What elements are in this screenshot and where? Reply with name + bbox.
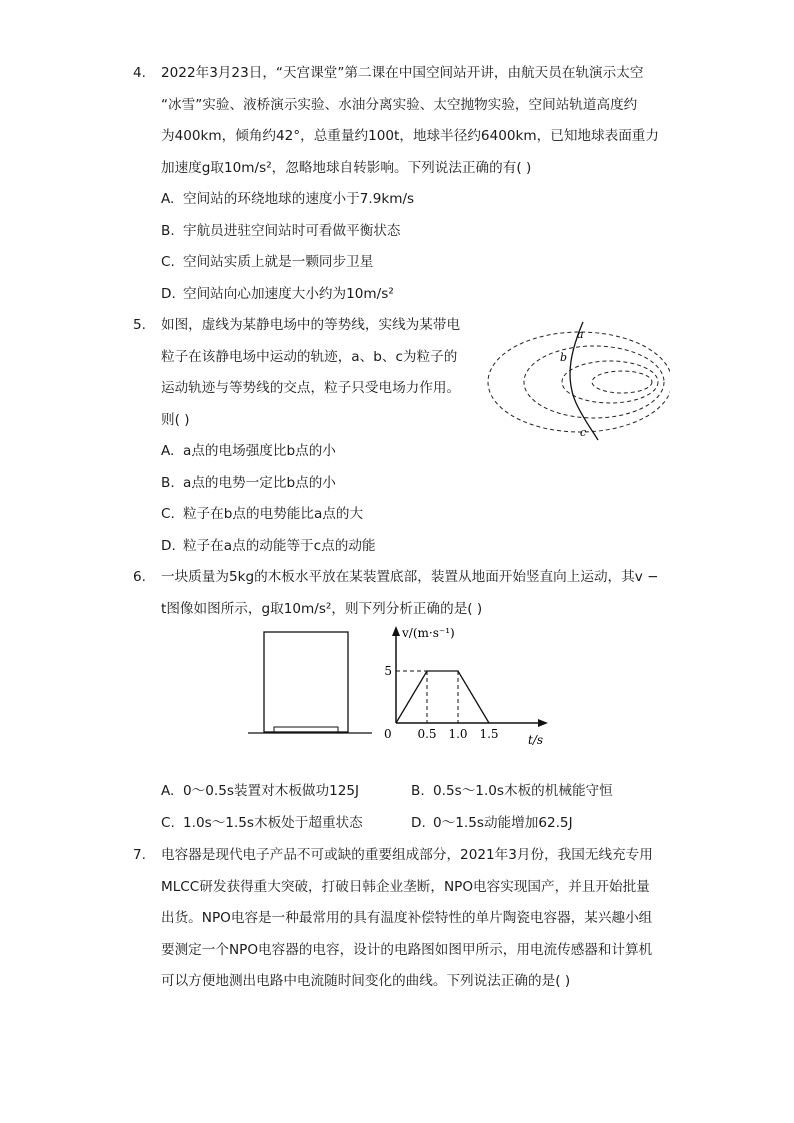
option-label: C. bbox=[161, 506, 175, 522]
option-text: 0～0.5s装置对木板做功125J bbox=[183, 783, 360, 799]
option-c[interactable] bbox=[161, 499, 493, 531]
question-stem-line: t图像如图所示，g取10m/s²，则下列分析正确的是( ) bbox=[161, 600, 483, 617]
option-label: A. bbox=[161, 191, 175, 207]
option-b[interactable] bbox=[161, 216, 663, 248]
equipotential-line-4 bbox=[592, 371, 652, 393]
option-d[interactable] bbox=[161, 279, 663, 311]
y-tick-label: 5 bbox=[384, 664, 392, 678]
option-label: D. bbox=[161, 537, 176, 554]
option-text: 宇航员进驻空间站时可看做平衡状态 bbox=[183, 222, 401, 239]
option-text: 粒子在a点的动能等于c点的动能 bbox=[183, 537, 376, 554]
question-6-options bbox=[133, 776, 663, 839]
wooden-board bbox=[274, 727, 338, 732]
option-a[interactable] bbox=[161, 184, 663, 216]
equipotential-line-2 bbox=[524, 346, 664, 418]
option-label: B. bbox=[161, 474, 175, 491]
option-text: 粒子在b点的电势能比a点的大 bbox=[183, 506, 364, 522]
question-6 bbox=[133, 562, 663, 625]
question-stem-line: 加速度g取10m/s²，忽略地球自转影响。下列说法正确的有( ) bbox=[161, 159, 532, 176]
y-axis-label: v/(m·s⁻¹) bbox=[402, 626, 455, 640]
equipotential-line-3 bbox=[562, 361, 658, 403]
question-number: 7. bbox=[133, 847, 146, 863]
option-label: C. bbox=[161, 254, 175, 270]
option-a[interactable] bbox=[161, 776, 411, 808]
option-label: D. bbox=[411, 814, 426, 831]
option-label: D. bbox=[161, 285, 176, 302]
question-stem-line: 运动轨迹与等势线的交点，粒子只受电场力作用。 bbox=[161, 380, 461, 396]
option-label: A. bbox=[161, 443, 175, 459]
option-text: 空间站的环绕地球的速度小于7.9km/s bbox=[183, 191, 415, 207]
x-axis-arrow bbox=[538, 719, 548, 727]
question-stem-line: “冰雪”实验、液桥演示实验、水油分离实验、太空抛物实验，空间站轨道高度约 bbox=[161, 96, 638, 113]
question-stem-line: 2022年3月23日，“天宫课堂”第二课在中国空间站开讲，由航天员在轨演示太空 bbox=[161, 65, 644, 81]
option-b[interactable] bbox=[411, 776, 661, 808]
vt-graph bbox=[378, 622, 558, 750]
option-text: 0.5s～1.0s木板的机械能守恒 bbox=[433, 783, 613, 799]
option-text: 空间站实质上就是一颗同步卫星 bbox=[183, 254, 374, 270]
question-7 bbox=[133, 840, 663, 998]
question-number: 6. bbox=[133, 569, 146, 585]
option-d[interactable] bbox=[411, 808, 661, 840]
question-stem-line: 可以方便地测出电路中电流随时间变化的曲线。下列说法正确的是( ) bbox=[161, 973, 571, 989]
apparatus-box bbox=[264, 632, 348, 732]
series-line bbox=[396, 671, 489, 723]
apparatus-figure bbox=[246, 630, 376, 740]
option-label: A. bbox=[161, 783, 175, 799]
option-text: 0～1.5s动能增加62.5J bbox=[433, 814, 573, 831]
x-tick-label: 1.0 bbox=[448, 727, 468, 741]
option-label: B. bbox=[411, 783, 425, 799]
point-label-a: a bbox=[577, 328, 584, 341]
option-text: a点的电势一定比b点的小 bbox=[183, 474, 336, 491]
option-text: 空间站向心加速度大小约为10m/s² bbox=[183, 285, 394, 302]
option-label: B. bbox=[161, 222, 175, 239]
question-stem-line: 则( ) bbox=[161, 411, 190, 428]
option-d[interactable] bbox=[161, 531, 493, 563]
question-4 bbox=[133, 58, 663, 310]
question-5 bbox=[133, 310, 493, 562]
y-axis-arrow bbox=[392, 626, 400, 636]
point-label-c: c bbox=[580, 426, 587, 439]
question-number: 4. bbox=[133, 65, 146, 81]
equipotential-figure bbox=[480, 318, 670, 443]
question-stem-line: 粒子在该静电场中运动的轨迹，a、b、c为粒子的 bbox=[161, 348, 458, 365]
x-tick-label: 1.5 bbox=[479, 727, 499, 741]
question-stem-line: 出货。NPO电容是一种最常用的具有温度补偿特性的单片陶瓷电容器，某兴趣小组 bbox=[161, 910, 653, 926]
option-text: a点的电场强度比b点的小 bbox=[183, 443, 336, 459]
question-stem-line: 电容器是现代电子产品不可或缺的重要组成部分，2021年3月份，我国无线充专用 bbox=[161, 847, 653, 863]
origin-label: 0 bbox=[384, 727, 392, 741]
particle-trajectory bbox=[570, 322, 598, 440]
question-stem-line: 如图，虚线为某静电场中的等势线，实线为某带电 bbox=[161, 317, 461, 333]
question-stem-line: 一块质量为5kg的木板水平放在某装置底部，装置从地面开始竖直向上运动，其v − bbox=[161, 569, 659, 585]
option-text: 1.0s～1.5s木板处于超重状态 bbox=[183, 814, 363, 831]
question-stem-line: 为400km，倾角约42°，总重量约100t，地球半径约6400km，已知地球表面重力 bbox=[161, 128, 659, 144]
option-b[interactable] bbox=[161, 468, 493, 500]
option-label: C. bbox=[161, 814, 175, 831]
x-axis-label: t/s bbox=[528, 733, 544, 747]
point-label-b: b bbox=[560, 351, 568, 364]
option-c[interactable] bbox=[161, 247, 663, 279]
question-stem-line: 要测定一个NPO电容器的电容，设计的电路图如图甲所示，用电流传感器和计算机 bbox=[161, 941, 653, 958]
x-tick-label: 0.5 bbox=[417, 727, 437, 741]
question-number: 5. bbox=[133, 317, 146, 333]
option-c[interactable] bbox=[161, 808, 411, 840]
question-stem-line: MLCC研发获得重大突破，打破日韩企业垄断，NPO电容实现国产，并且开始批量 bbox=[161, 878, 650, 895]
option-a[interactable] bbox=[161, 436, 493, 468]
